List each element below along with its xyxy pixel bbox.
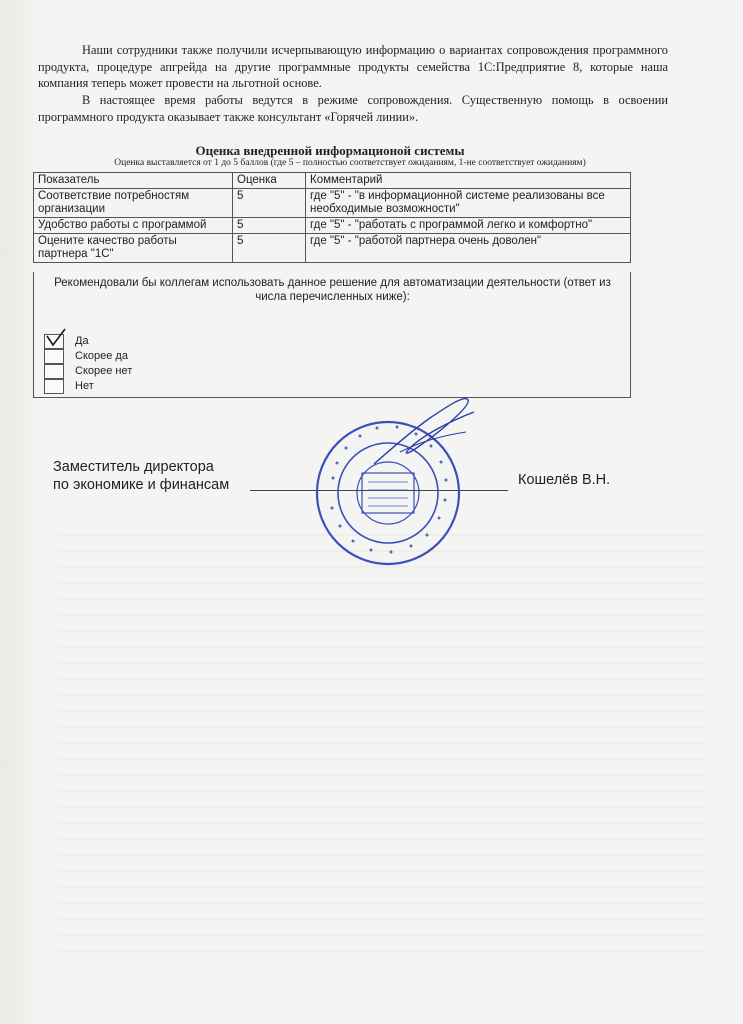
checkbox-rather-yes[interactable]	[44, 349, 64, 364]
header-score: Оценка	[233, 173, 306, 189]
scan-edge-shadow	[0, 0, 38, 1024]
header-comment: Комментарий	[306, 173, 631, 189]
option-label-yes: Да	[75, 335, 89, 347]
evaluation-subtitle: Оценка выставляется от 1 до 5 баллов (где 5 – полностью соответствует ожиданиям, 1-не соответствует ожиданиям)	[114, 158, 586, 168]
row-score: 5	[233, 218, 306, 234]
option-label-rather-yes: Скорее да	[75, 350, 128, 362]
row-score: 5	[233, 189, 306, 218]
row-indicator: Удобство работы с программой	[34, 218, 233, 234]
recommendation-question: Рекомендовали бы коллегам использовать данное решение для автоматизации деятельности (ответ из числа перечисленных ниже):	[54, 277, 611, 303]
table-row	[34, 218, 631, 234]
row-comment: где "5" - "работать с программой легко и комфортно"	[306, 218, 631, 234]
paragraph-current-work: В настоящее время работы ведутся в режиме сопровождения. Существенную помощь в освоении программного продукта оказывает также консультант «Горячей линии».	[38, 93, 668, 124]
option-label-no: Нет	[75, 380, 94, 392]
row-comment: где "5" - "работой партнера очень доволен"	[306, 234, 631, 263]
table-row	[34, 189, 631, 218]
option-label-rather-no: Скорее нет	[75, 365, 133, 377]
row-indicator: Оцените качество работы партнера "1С"	[34, 234, 233, 263]
row-score: 5	[233, 234, 306, 263]
signer-position-line1: Заместитель директора	[53, 459, 214, 475]
row-comment: где "5" - "в информационной системе реализованы все необходимые возможности"	[306, 189, 631, 218]
bleed-through-text	[60, 520, 703, 964]
handwritten-signature	[370, 392, 480, 472]
table-header-row	[34, 173, 631, 189]
signer-position-line2: по экономике и финансам	[53, 477, 230, 493]
table-row	[34, 234, 631, 263]
header-indicator: Показатель	[34, 173, 233, 189]
signer-name: Кошелёв В.Н.	[518, 472, 611, 488]
checkbox-yes[interactable]	[44, 334, 64, 349]
paragraph-support-info: Наши сотрудники также получили исчерпывающую информацию о вариантах сопровождения программного продукта, процедуре апгрейда на другие программные продукты семейства 1С:Предприятие 8, которые наша компания теперь может провести на льготной основе.	[38, 43, 668, 90]
evaluation-title: Оценка внедренной информационой системы	[195, 143, 465, 158]
checkbox-no[interactable]	[44, 379, 64, 394]
row-indicator: Соответствие потребностям организации	[34, 189, 233, 218]
check-icon	[45, 331, 65, 346]
checkbox-rather-no[interactable]	[44, 364, 64, 379]
signer-position	[53, 458, 229, 494]
evaluation-table	[33, 172, 631, 263]
